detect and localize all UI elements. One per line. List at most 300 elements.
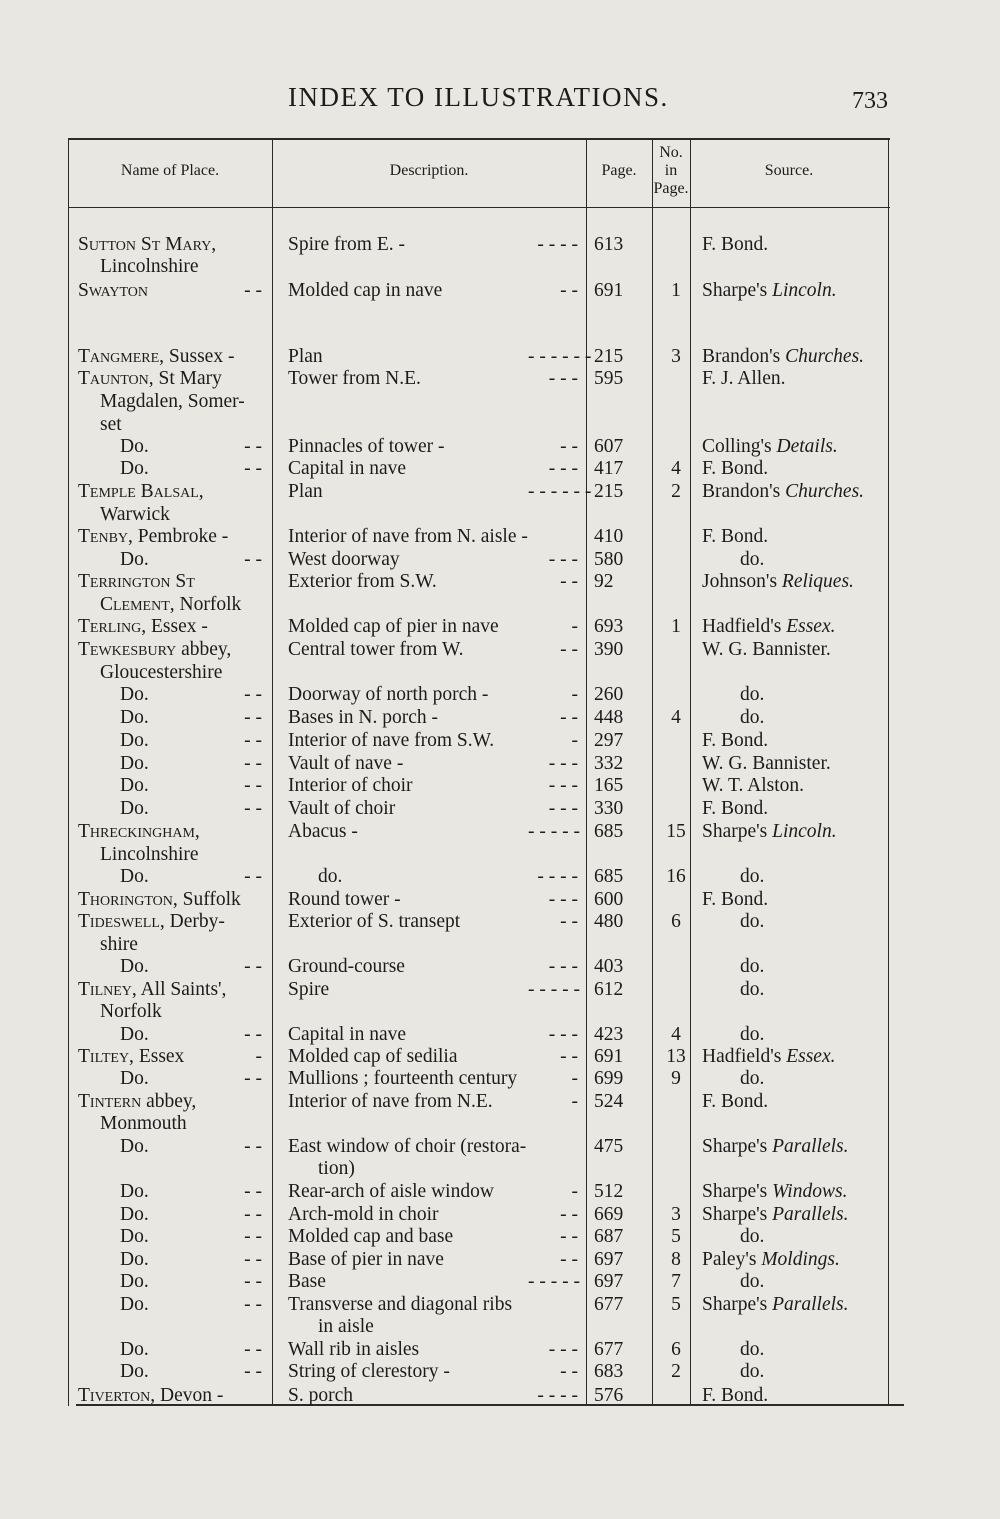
table-row [68,1113,890,1135]
table-row [68,1316,890,1338]
source-cell [740,979,764,1001]
source-text: F. J. Allen. [702,368,786,389]
source-text: W. T. Alston. [702,775,805,796]
place-leader: - - [244,1271,262,1292]
source-title-italic: Churches. [785,481,865,502]
place-name-text: Do. [120,1271,149,1292]
source-text: Johnson's [702,571,782,592]
page-number-cell: 423 [594,1024,624,1045]
page-number-cell: 512 [594,1181,624,1202]
source-text: Brandon's [702,346,786,367]
place-name-text: Do. [120,458,149,479]
place-name-text: Devon - [155,1385,224,1406]
col-head-page: Page. [601,162,637,179]
description-leader: - - - [548,775,578,796]
place-name-text: Do. [120,1361,149,1382]
description: Central tower from W. [288,639,464,660]
place-name-text: St Mary [153,368,222,389]
description-leader: - - [560,436,578,457]
description-leader: - - - [548,798,578,819]
description: Round tower - [288,889,401,910]
source-title-italic: Parallels. [772,1294,849,1315]
description: Interior of nave from N. aisle - [288,526,528,547]
place-name-smallcaps: Tiltey, [78,1046,134,1067]
place-name-smallcaps: Tewkesbury [78,639,177,660]
page-number-cell: 165 [594,775,624,796]
description: Arch-mold in choir [288,1204,439,1225]
no-in-page-cell: 6 [671,1339,681,1360]
place-name-smallcaps: Clement, [100,594,175,615]
place-name [78,280,148,302]
source-cell [740,1339,764,1361]
table-row [68,730,890,752]
source-cell [740,1024,764,1046]
page-number-cell: 613 [594,234,624,255]
place-leader: - - [244,798,262,819]
place-name-text: Do. [120,707,149,728]
description-leader: - - - - [537,866,578,887]
no-in-page-cell: 3 [671,346,681,367]
no-in-page-cell: 13 [666,1046,686,1067]
description-leader: - - [560,280,578,301]
table-row [68,256,890,278]
place-name-smallcaps: Sutton St Mary, [78,234,217,255]
place-name-text: set [100,414,122,435]
description-leader: - - - - - - [528,346,592,367]
place-name-smallcaps: Tiverton, [78,1385,156,1406]
page-number-cell: 612 [594,979,624,1000]
table-row [68,391,890,413]
page-number-cell: 595 [594,368,624,389]
table-row [68,639,890,661]
description-leader: - - - - [537,234,578,255]
source-title-italic: Details. [776,436,838,457]
place-name-text: shire [100,934,138,955]
no-in-page-cell: 1 [671,280,681,301]
source-text: Colling's [702,436,777,457]
place-name [120,1339,149,1361]
page-number-cell: 697 [594,1249,624,1270]
description: Interior of choir [288,775,413,796]
place-name-text: Do. [120,549,149,570]
no-in-page-cell: 6 [671,911,681,932]
place-name [100,414,122,436]
place-name-smallcaps: Tenby, [78,526,133,547]
source-text: F. Bond. [702,730,769,751]
place-name-smallcaps: Terling, [78,616,147,637]
description-leader: - - - - - [528,1271,580,1292]
place-name-text: Do. [120,775,149,796]
table-row [68,1136,890,1158]
page-number-cell: 685 [594,866,624,887]
place-name [78,616,208,638]
place-leader: - - [244,1181,262,1202]
source-text: Sharpe's [702,1294,773,1315]
place-name [120,798,149,820]
place-name [78,526,228,548]
table-row [68,458,890,480]
source-text: do. [740,1226,765,1247]
place-name [120,1181,149,1203]
table-row [68,1294,890,1316]
source-text: F. Bond. [702,526,769,547]
description: Interior of nave from N.E. [288,1091,493,1112]
no-in-page-cell: 5 [671,1226,681,1247]
place-leader: - - [244,730,262,751]
description-leader: - - [560,1204,578,1225]
source-title-italic: Moldings. [761,1249,840,1270]
table-header-rule [68,207,890,208]
place-name [120,1271,149,1293]
source-cell [702,571,854,593]
page-title: INDEX TO ILLUSTRATIONS. [288,82,669,112]
no-in-page-cell: 3 [671,1204,681,1225]
source-text: do. [740,956,765,977]
no-in-page-cell: 4 [671,707,681,728]
source-title-italic: Windows. [772,1181,848,1202]
page-number-cell: 693 [594,616,624,637]
place-leader: - - [244,956,262,977]
page-number-cell: 677 [594,1339,624,1360]
page-number-cell: 687 [594,1226,624,1247]
place-name [120,458,149,480]
source-cell [740,1271,764,1293]
source-text: Sharpe's [702,1181,773,1202]
source-title-italic: Lincoln. [772,821,837,842]
no-in-page-cell: 1 [671,616,681,637]
place-name-text: Do. [120,798,149,819]
table-row [68,1158,890,1180]
table-row [68,889,890,911]
page-number-cell: 260 [594,684,624,705]
description-leader: - - - [548,956,578,977]
no-in-page-cell: 5 [671,1294,681,1315]
place-leader: - - [244,1226,262,1247]
page-number-cell: 332 [594,753,624,774]
table-row [68,346,890,368]
description: East window of choir (restora- [288,1136,527,1157]
description: Vault of choir [288,798,396,819]
col-head-no-in-page [652,142,690,200]
source-cell [702,753,831,775]
source-cell [702,368,786,390]
description-leader: - - - [548,368,578,389]
page-number-cell: 699 [594,1068,624,1089]
place-name-text: Pembroke - [132,526,229,547]
place-leader: - - [244,1136,262,1157]
description-leader: - [571,1091,578,1112]
source-title-italic: Parallels. [772,1204,849,1225]
description: Spire [288,979,330,1000]
table-row [68,1361,890,1383]
no-in-page-cell: 8 [671,1249,681,1270]
page-number: 733 [852,88,888,114]
page-header [0,82,1000,122]
source-title-italic: Essex. [786,1046,836,1067]
place-name-smallcaps: Threckingham, [78,821,200,842]
description: do. [318,866,343,887]
place-name-text: Do. [120,684,149,705]
place-name [100,391,245,413]
no-in-page-cell: 16 [666,866,686,887]
description: Plan [288,346,323,367]
place-name [78,1046,184,1068]
table-row [68,866,890,888]
place-name [120,1249,149,1271]
source-cell [702,234,768,256]
no-in-page-cell: 7 [671,1271,681,1292]
description-leader: - [571,684,578,705]
description: Plan [288,481,323,502]
page-number-cell: 691 [594,1046,624,1067]
table-row [68,234,890,256]
place-name [100,1113,187,1135]
place-name-text: Do. [120,1204,149,1225]
place-name-text: Do. [120,1181,149,1202]
no-in-page-cell: 15 [666,821,686,842]
place-name [78,639,231,661]
source-cell [702,775,804,797]
place-name [78,346,234,368]
place-name-smallcaps: Tangmere, [78,346,165,367]
description: Transverse and diagonal ribs [288,1294,513,1315]
place-name [78,821,200,843]
source-text: Sharpe's [702,821,773,842]
place-leader: - - [244,1249,262,1270]
place-leader: - - [244,775,262,796]
place-name [120,1068,149,1090]
table-row [68,280,890,302]
place-name-text: Do. [120,1136,149,1157]
description: Capital in nave [288,1024,407,1045]
description-leader: - - [560,1361,578,1382]
page-number-cell: 92 [594,571,614,592]
col-head-source: Source. [764,162,814,179]
place-name [120,775,149,797]
page-number-cell: 448 [594,707,624,728]
source-text: F. Bond. [702,889,769,910]
source-text: F. Bond. [702,798,769,819]
source-text: F. Bond. [702,1385,769,1406]
table-row [68,798,890,820]
description: Vault of nave - [288,753,404,774]
place-leader: - - [244,1361,262,1382]
table-row [68,1181,890,1203]
description-leader: - [571,1181,578,1202]
page-number-cell: 576 [594,1385,624,1406]
place-name-text: Suffolk [177,889,241,910]
table-row [68,707,890,729]
description-leader: - - [560,1046,578,1067]
table-row [68,1339,890,1361]
source-cell [740,1068,764,1090]
source-cell [740,549,764,571]
source-text: Hadfield's [702,616,787,637]
description-leader: - - - [548,753,578,774]
description-leader: - - - - - - [528,481,592,502]
place-leader: - - [244,866,262,887]
table-row [68,911,890,933]
place-name [78,368,222,390]
place-name-text: Norfolk [100,1001,162,1022]
page-number-cell: 403 [594,956,624,977]
place-name-text: Do. [120,1249,149,1270]
description: Molded cap of sedilia [288,1046,458,1067]
table-row [68,1249,890,1271]
source-cell [702,346,864,368]
place-leader: - - [244,1294,262,1315]
source-text: do. [740,1024,765,1045]
source-text: do. [740,549,765,570]
place-name-text: Derby- [164,911,225,932]
table-row [68,934,890,956]
description: Molded cap in nave [288,280,443,301]
place-name [78,481,204,503]
place-leader: - - [244,1339,262,1360]
table-row [68,684,890,706]
table-row [68,436,890,458]
place-name-smallcaps: Taunton, [78,368,154,389]
page-number-cell: 677 [594,1294,624,1315]
place-leader: - - [244,1068,262,1089]
description-leader: - - - [548,1024,578,1045]
place-name-text: Do. [120,1226,149,1247]
page-number-cell: 480 [594,911,624,932]
table-row [68,753,890,775]
place-leader: - - [244,684,262,705]
place-name-text: Magdalen, Somer- [100,391,245,412]
source-cell [702,730,768,752]
table-row [68,1024,890,1046]
description-leader: - - - [548,458,578,479]
description: S. porch [288,1385,353,1406]
table-row [68,1091,890,1113]
no-in-page-cell: 4 [671,458,681,479]
page-number-cell: 215 [594,481,624,502]
source-text: Sharpe's [702,1136,773,1157]
place-name-smallcaps: Swayton [78,280,148,301]
source-text: do. [740,1339,765,1360]
place-name-text: Lincolnshire [100,256,199,277]
source-cell [702,1091,768,1113]
table-row [68,481,890,503]
place-name [120,436,149,458]
place-name-smallcaps: Temple Balsal, [78,481,204,502]
source-text: W. G. Bannister. [702,753,831,774]
place-name-text: Essex [133,1046,185,1067]
source-cell [702,436,838,458]
place-leader: - - [244,707,262,728]
source-cell [702,280,837,302]
source-text: Sharpe's [702,280,773,301]
description: Exterior of S. transept [288,911,461,932]
place-leader: - - [244,549,262,570]
place-name [120,549,149,571]
col-head-description: Description. [389,162,469,179]
source-title-italic: Essex. [786,616,836,637]
description: Exterior from S.W. [288,571,437,592]
place-name [120,707,149,729]
page-number-cell: 607 [594,436,624,457]
description: in aisle [318,1316,374,1337]
place-leader: - [255,1046,262,1067]
source-cell [702,458,768,480]
source-cell [702,1249,840,1271]
description: West doorway [288,549,400,570]
source-cell [740,911,764,933]
place-name-text: Lincolnshire [100,844,199,865]
description: Abacus - [288,821,358,842]
description: Ground-course [288,956,405,977]
place-name [78,571,195,593]
description-leader: - - [560,1249,578,1270]
table-top-rule [68,138,890,140]
page-number-cell: 330 [594,798,624,819]
page-number-cell: 683 [594,1361,624,1382]
place-name [100,594,241,616]
place-name-text: Do. [120,1294,149,1315]
no-in-page-cell: 2 [671,481,681,502]
place-name [120,1024,149,1046]
source-cell [740,1361,764,1383]
page-number-cell: 685 [594,821,624,842]
table-row [68,526,890,548]
place-name [120,866,149,888]
source-text: F. Bond. [702,234,769,255]
place-name-text: Sussex - [164,346,235,367]
source-cell [702,1181,847,1203]
place-name [100,504,170,526]
place-name [120,684,149,706]
place-leader: - - [244,1204,262,1225]
place-name-text: Do. [120,1068,149,1089]
place-name [100,844,199,866]
page-number-cell: 417 [594,458,624,479]
source-cell [702,1136,849,1158]
place-leader: - - [244,458,262,479]
page-number-cell: 580 [594,549,624,570]
table-row [68,821,890,843]
description: Doorway of north porch - [288,684,489,705]
description: Tower from N.E. [288,368,421,389]
description: Mullions ; fourteenth century [288,1068,518,1089]
description-leader: - - - [548,1339,578,1360]
source-text: do. [740,707,765,728]
description: Rear-arch of aisle window [288,1181,494,1202]
description: Wall rib in aisles [288,1339,420,1360]
place-name-text: Gloucestershire [100,662,223,683]
place-name-text: All Saints', [136,979,227,1000]
description: tion) [318,1158,355,1179]
place-name [78,979,226,1001]
description: Molded cap and base [288,1226,454,1247]
source-cell [702,1294,849,1316]
place-name [78,1385,223,1407]
place-name-text: Do. [120,956,149,977]
col-head-no-line-2: in [664,162,678,179]
source-text: Hadfield's [702,1046,787,1067]
description: Capital in nave [288,458,407,479]
place-name [120,753,149,775]
source-text: do. [740,1068,765,1089]
description-leader: - [571,1068,578,1089]
col-head-no-line-3: Page. [653,180,689,197]
description: Base [288,1271,326,1292]
page-number-cell: 524 [594,1091,624,1112]
description-leader: - - - - - [528,821,580,842]
source-cell [702,889,768,911]
no-in-page-cell: 2 [671,1361,681,1382]
